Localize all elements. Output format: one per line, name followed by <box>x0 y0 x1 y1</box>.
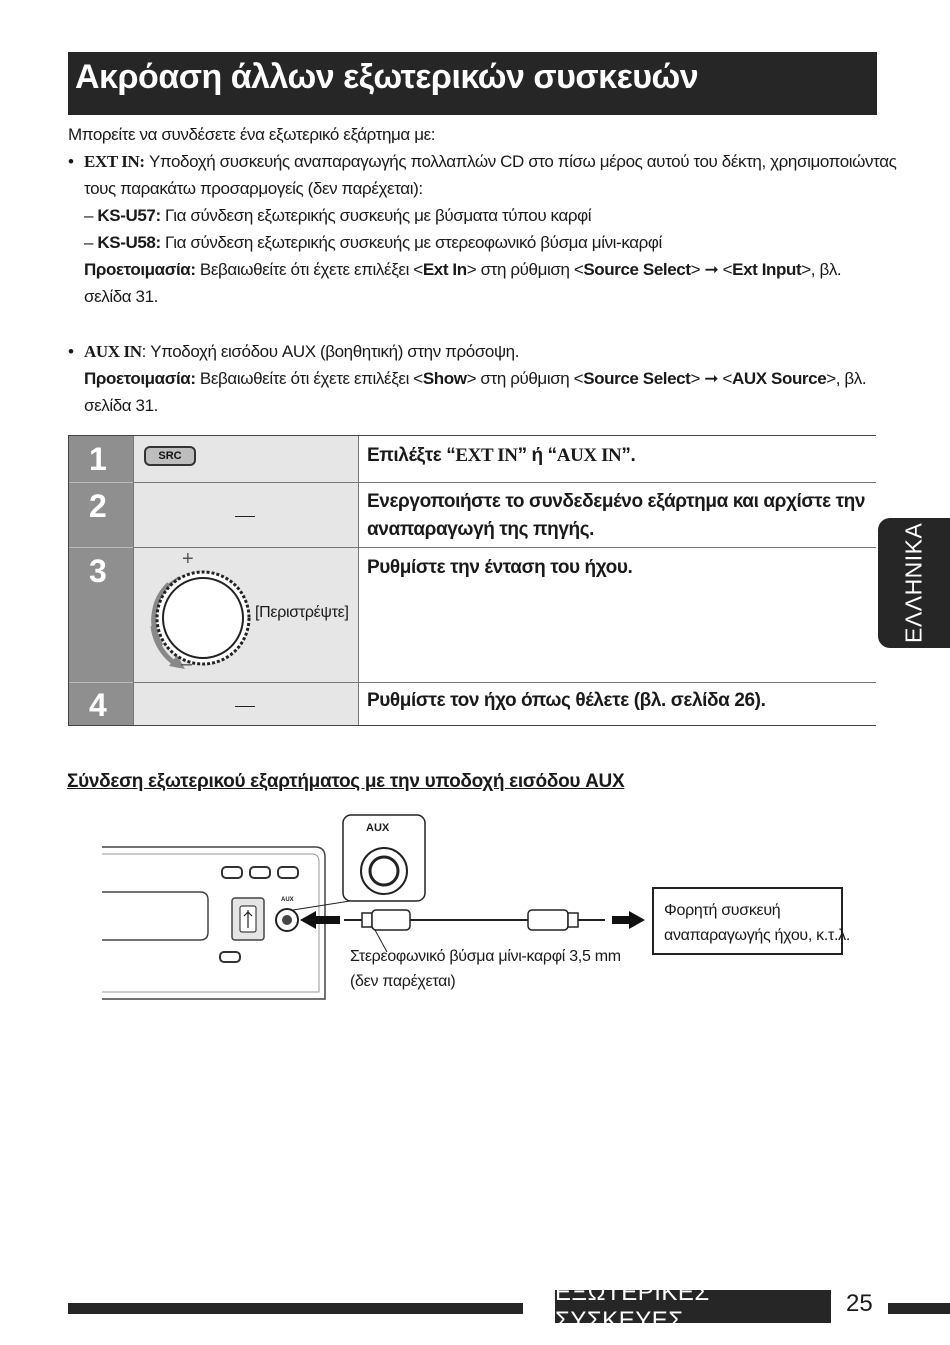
rotate-label: [Περιστρέψτε] <box>255 604 349 621</box>
prep-label: Προετοιμασία: <box>84 369 196 388</box>
step-1-text <box>367 442 635 470</box>
volume-knob-illustration <box>139 554 259 679</box>
footer-rule-right <box>888 1303 950 1314</box>
prep-text: Βεβαιωθείτε ότι έχετε επιλέξει < <box>195 369 423 388</box>
prep-text: > ➞ < <box>690 369 732 388</box>
setting-name: AUX Source <box>732 369 827 388</box>
aux-in-preparation <box>84 365 866 392</box>
setting-name: Source Select <box>583 369 691 388</box>
adapter-ks-u58 <box>84 229 662 256</box>
plug-left-body <box>372 910 410 930</box>
plug-right-body <box>528 910 568 930</box>
footer-rule-left <box>68 1303 523 1314</box>
plug-right-collar <box>568 913 578 927</box>
adapter-ks-u57 <box>84 202 591 229</box>
step-number: 1 <box>89 441 107 477</box>
ext-in-desc: Υποδοχή συσκευής αναπαραγωγής πολλαπλών CD στο πίσω μέρος αυτού του δέκτη, χρησιμοποιώντας <box>144 152 897 171</box>
step-text-part: Επιλέξτε “ <box>367 445 456 466</box>
aux-in-page-ref: σελίδα 31. <box>84 396 158 415</box>
step-text-source: EXT IN <box>455 445 518 466</box>
ext-in-line2: τους παρακάτω προσαρμογείς (δεν παρέχεται): <box>84 179 423 198</box>
intro-text: Μπορείτε να συνδέσετε ένα εξωτερικό εξάρτημα με: <box>68 125 436 144</box>
bullet-mark: • <box>68 152 74 171</box>
plug-caption-line1: Στερεοφωνικό βύσμα μίνι-καρφί 3,5 mm <box>350 948 621 965</box>
plus-sign: + <box>182 548 194 570</box>
ext-in-line1 <box>84 148 896 175</box>
bullet-mark: • <box>68 342 74 361</box>
setting-value: Ext In <box>422 260 467 279</box>
page-title: Ακρόαση άλλων εξωτερικών συσκευών <box>75 58 699 96</box>
footer-section-label: ΕΞΩΤΕΡΙΚΕΣ ΣΥΣΚΕΥΕΣ <box>555 1278 710 1334</box>
no-control-dash <box>235 516 255 517</box>
aux-zoom-label: AUX <box>366 822 390 834</box>
plug-left-collar <box>362 913 372 927</box>
aux-in-label: AUX IN <box>84 342 142 361</box>
step-text-source: AUX IN <box>556 445 622 466</box>
section-subheading: Σύνδεση εξωτερικού εξαρτήματος με την υποδοχή εισόδου AUX <box>67 771 625 792</box>
bullet-aux-in <box>68 338 74 365</box>
prep-text: > στη ρύθμιση < <box>466 260 584 279</box>
ext-in-page-ref: σελίδα 31. <box>84 287 158 306</box>
src-button[interactable] <box>144 446 196 466</box>
step-2-line1: Ενεργοποιήστε το συνδεδεμένο εξάρτημα και αρχίστε την <box>367 491 866 512</box>
row-divider <box>133 547 876 548</box>
arrow-left-icon <box>300 911 340 929</box>
adapter-desc: Για σύνδεση εξωτερικής συσκευής με στερεοφωνικό βύσμα μίνι-καρφί <box>160 233 662 252</box>
knob-face[interactable] <box>163 578 243 658</box>
minus-sign: – <box>181 653 193 675</box>
step-number: 2 <box>89 488 107 524</box>
aux-jack-large-inner <box>370 857 398 885</box>
adapter-desc: Για σύνδεση εξωτερικής συσκευής με βύσματα τύπου καρφί <box>160 206 592 225</box>
num-divider <box>69 547 133 548</box>
prep-label: Προετοιμασία: <box>84 260 196 279</box>
prep-text: >, βλ. <box>826 369 867 388</box>
row-divider <box>133 482 876 483</box>
panel-button <box>278 867 298 878</box>
steps-table <box>68 435 876 726</box>
panel-button <box>220 952 240 962</box>
display-window <box>102 892 208 940</box>
step-number: 4 <box>89 687 107 723</box>
src-button-label: SRC <box>158 450 182 462</box>
row-divider <box>133 682 876 683</box>
adapter-name: KS-U57: <box>97 206 161 225</box>
prep-text: >, βλ. <box>801 260 842 279</box>
prep-text: > στη ρύθμιση < <box>466 369 584 388</box>
page-number: 25 <box>846 1290 873 1317</box>
ext-in-label: EXT IN: <box>84 152 145 171</box>
arrow-right-icon <box>612 911 645 929</box>
aux-in-line1 <box>84 338 519 365</box>
adapter-name: KS-U58: <box>97 233 161 252</box>
setting-name: Source Select <box>583 260 691 279</box>
adapter-dash: – <box>84 233 94 252</box>
num-divider <box>69 482 133 483</box>
num-divider <box>69 682 133 683</box>
prep-text: Βεβαιωθείτε ότι έχετε επιλέξει < <box>195 260 423 279</box>
prep-text: > ➞ < <box>690 260 733 279</box>
aux-jack-hole <box>282 915 292 925</box>
adapter-dash: – <box>84 206 94 225</box>
callout-line <box>293 901 350 910</box>
language-tab-label: ΕΛΛΗΝΙΚΑ <box>900 522 927 644</box>
plug-caption-line2: (δεν παρέχεται) <box>350 973 456 990</box>
aux-in-desc: : Υποδοχή εισόδου AUX (βοηθητική) στην πρόσοψη. <box>141 342 520 361</box>
bullet-ext-in <box>68 148 74 175</box>
step-4-text: Ρυθμίστε τον ήχο όπως θέλετε (βλ. σελίδα 26). <box>367 690 766 711</box>
device-line1: Φορητή συσκευή <box>664 902 781 919</box>
panel-button <box>222 867 242 878</box>
step-2-line2: αναπαραγωγή της πηγής. <box>367 519 595 540</box>
no-control-dash <box>235 706 255 707</box>
device-line2: αναπαραγωγής ήχου, κ.τ.λ. <box>664 927 851 944</box>
step-text-part: ”. <box>621 445 636 466</box>
setting-value: Show <box>422 369 467 388</box>
step-3-text: Ρυθμίστε την ένταση του ήχου. <box>367 557 633 578</box>
ext-in-preparation <box>84 256 841 283</box>
step-number: 3 <box>89 553 107 589</box>
setting-name: Ext Input <box>732 260 802 279</box>
aux-small-label: AUX <box>281 897 294 903</box>
panel-button <box>250 867 270 878</box>
step-text-part: ” ή “ <box>517 445 557 466</box>
